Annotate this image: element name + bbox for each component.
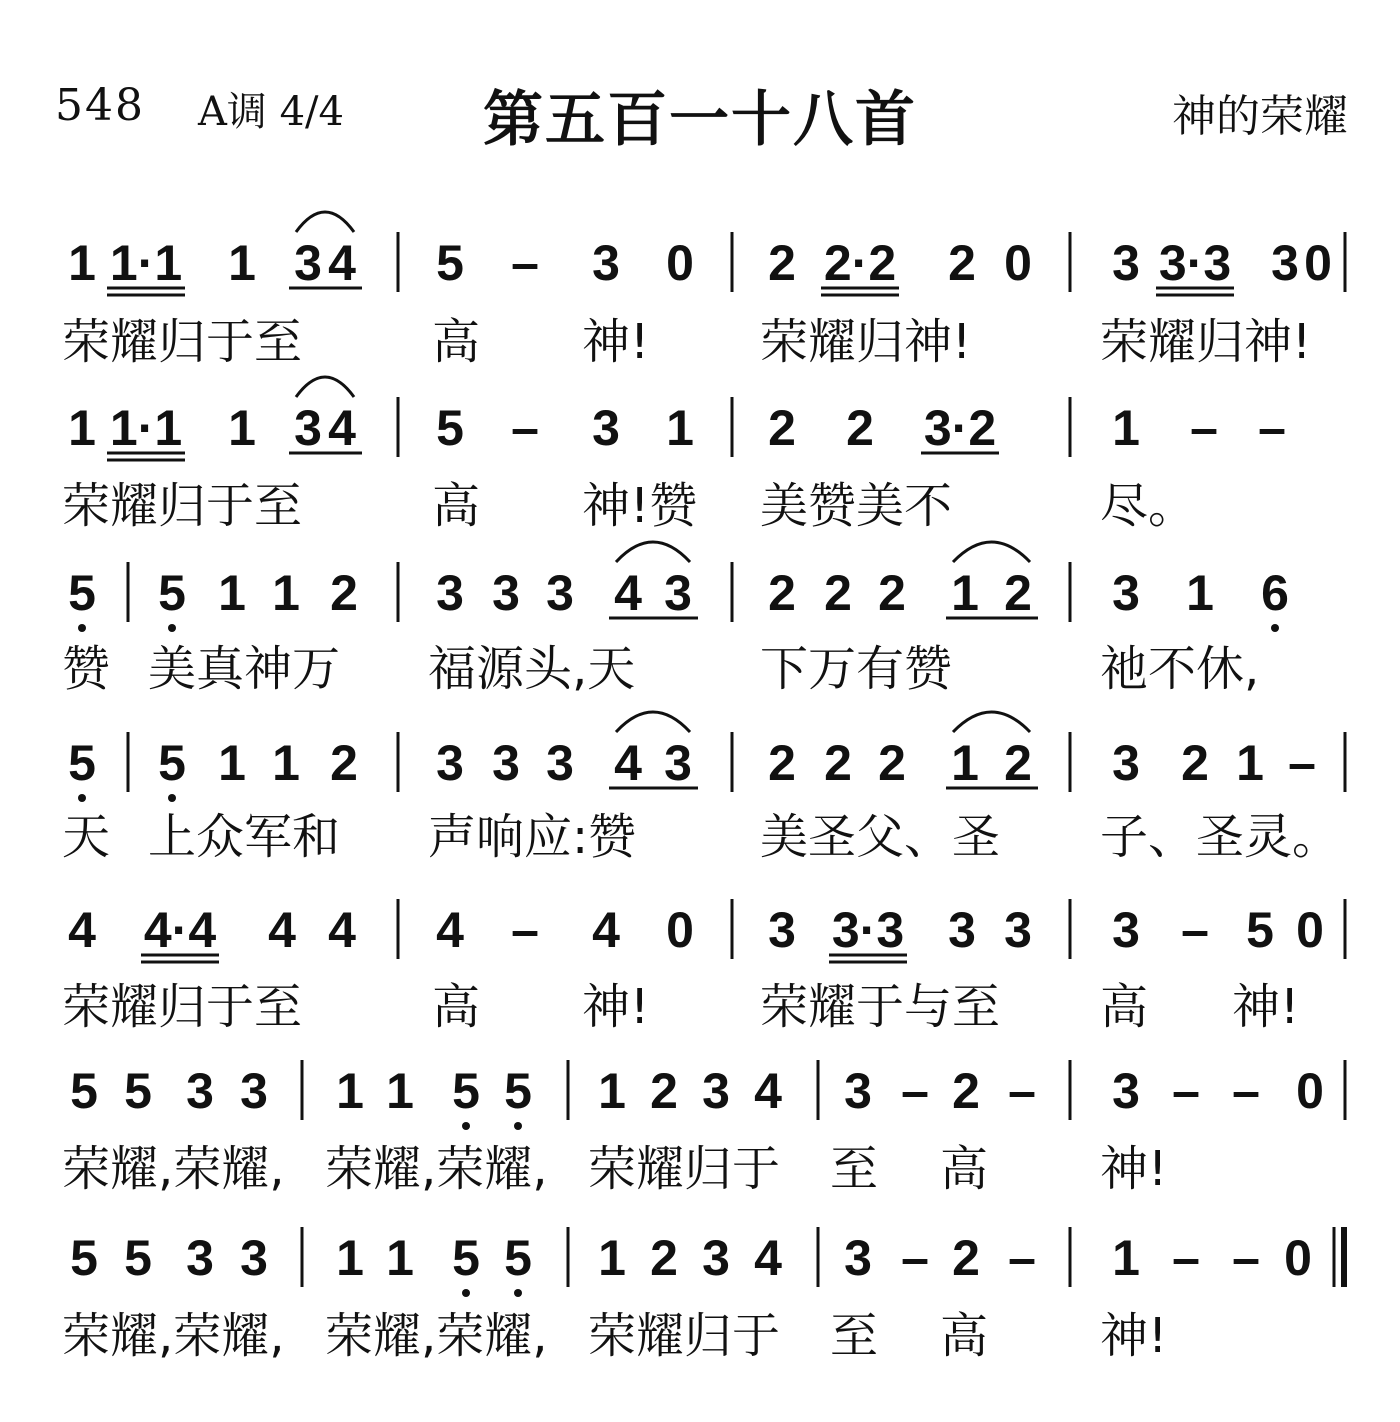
note: 3 [1112,902,1140,958]
key-time-signature: A调 4/4 [198,89,344,135]
note: 3 [1004,902,1032,958]
lyric-text: 至 [830,1308,879,1364]
note: 3 [492,565,520,621]
lyric-text: 神! [582,314,650,370]
note: – [511,400,539,456]
note: – [901,1230,929,1286]
lyric-text: 上众军和 [148,809,341,865]
lyric-text: 神!赞 [582,478,698,534]
note: 3 [702,1063,730,1119]
note: 1 [218,565,246,621]
note: 4 [268,902,296,958]
lyric-text: 高 [432,314,481,370]
note: 2 [768,735,796,791]
note: 0 [1004,235,1032,291]
note: 2 [768,400,796,456]
note: 4 [328,400,356,456]
note: 5 [452,1063,480,1119]
note: 4 [614,735,642,791]
note: 3 [844,1230,872,1286]
note: 5 [436,235,464,291]
note: 2 [824,565,852,621]
lyric-text: 荣耀归神! [760,314,972,370]
note: 0 [666,902,694,958]
note: 5 [124,1230,152,1286]
note: 1 [598,1063,626,1119]
note: – [1008,1230,1036,1286]
note: 0 [1296,1063,1324,1119]
note: 1 [68,235,96,291]
page-title: 第五百一十八首 [483,85,917,155]
slur-arc [296,212,354,232]
lyric-text: 荣耀于与至 [760,979,1001,1035]
note: 4 [68,902,96,958]
note: 1 [386,1230,414,1286]
note: – [511,235,539,291]
note: 1 [272,735,300,791]
note: 2 [1004,565,1032,621]
note: 5 [70,1063,98,1119]
note: – [511,902,539,958]
slur-arc [953,712,1030,732]
note: 5 [158,565,186,621]
lyric-text: 荣耀,荣耀, [62,1141,285,1197]
note: 3 [436,565,464,621]
note: 5 [1246,902,1274,958]
low-octave-dot [514,1122,522,1130]
lyric-text: 子、圣灵。 [1100,809,1341,865]
lyric-text: 美赞美不 [760,478,953,534]
note: 4 [754,1230,782,1286]
lyric-text: 荣耀,荣耀, [62,1308,285,1364]
note: 3 [240,1230,268,1286]
low-octave-dot [514,1289,522,1297]
note: 6 [1261,565,1289,621]
note: 0 [1284,1230,1312,1286]
note: 4 [754,1063,782,1119]
note: 4 [328,235,356,291]
note: 3 [294,400,322,456]
note: 0 [1304,235,1332,291]
lyric-text: 高 [940,1308,989,1364]
note: – [1172,1063,1200,1119]
note: 3 [1112,735,1140,791]
note: 3 [492,735,520,791]
note: 1 [218,735,246,791]
low-octave-dot [462,1289,470,1297]
note: 3 [1271,235,1299,291]
note: 1·1 [109,400,183,456]
lyric-text: 高 [432,979,481,1035]
lyric-text: 美圣父、圣 [760,809,1001,865]
note: 3·2 [923,400,997,456]
lyric-text: 福源头,天 [428,641,636,697]
note: 0 [1296,902,1324,958]
note: 3 [240,1063,268,1119]
note: 4 [592,902,620,958]
note: 1 [336,1230,364,1286]
note: 3 [546,735,574,791]
note: 1 [951,735,979,791]
note: 5 [124,1063,152,1119]
lyric-text: 下万有赞 [760,641,953,697]
note: 3 [592,235,620,291]
note: 2 [952,1230,980,1286]
note: 3 [664,735,692,791]
lyric-text: 荣耀归于至 [62,478,303,534]
note: – [1190,400,1218,456]
note: 3 [1112,235,1140,291]
lyric-text: 至 [830,1141,879,1197]
note: 2 [948,235,976,291]
note: 0 [666,235,694,291]
note: 1 [228,235,256,291]
low-octave-dot [168,624,176,632]
lyric-text: 神! [1232,979,1300,1035]
lyric-text: 神! [1100,1308,1168,1364]
note: 5 [504,1063,532,1119]
low-octave-dot [78,794,86,802]
note: – [1232,1063,1260,1119]
lyric-text: 荣耀,荣耀, [325,1308,548,1364]
note: – [1181,902,1209,958]
note: 3 [1112,565,1140,621]
note: 1 [1112,1230,1140,1286]
lyric-text: 荣耀,荣耀, [325,1141,548,1197]
note: 2 [650,1063,678,1119]
note: 3 [186,1063,214,1119]
note: 2 [878,565,906,621]
lyric-text: 祂不休, [1100,641,1260,697]
low-octave-dot [78,624,86,632]
note: 4 [328,902,356,958]
lyric-text: 天 [62,809,111,865]
note: 1 [336,1063,364,1119]
note: – [1258,400,1286,456]
slur-arc [616,542,690,562]
hymn-number: 548 [55,80,145,131]
note: 1 [386,1063,414,1119]
note: 3·3 [831,902,905,958]
note: – [1008,1063,1036,1119]
lyric-text: 尽。 [1100,478,1197,534]
slur-arc [296,377,354,397]
note: 3 [436,735,464,791]
low-octave-dot [1271,624,1279,632]
note: 4 [614,565,642,621]
lyric-text: 高 [1100,979,1149,1035]
note: 1 [598,1230,626,1286]
note: 3 [948,902,976,958]
note: 5 [436,400,464,456]
lyric-text: 声响应:赞 [428,809,637,865]
note: 3 [546,565,574,621]
lyric-text: 荣耀归于 [588,1141,781,1197]
note: 3 [702,1230,730,1286]
note: 1 [666,400,694,456]
note: 2 [768,235,796,291]
lyric-text: 荣耀归于至 [62,979,303,1035]
lyric-text: 赞 [62,641,111,697]
lyric-text: 神! [582,979,650,1035]
note: 2 [878,735,906,791]
low-octave-dot [462,1122,470,1130]
note: – [1232,1230,1260,1286]
lyric-text: 高 [940,1141,989,1197]
note: 5 [452,1230,480,1286]
note: 1 [1236,735,1264,791]
slur-arc [953,542,1030,562]
note: 3·3 [1158,235,1232,291]
note: 2 [952,1063,980,1119]
note: 3 [186,1230,214,1286]
note: 2 [1004,735,1032,791]
note: 5 [158,735,186,791]
note: 5 [504,1230,532,1286]
slur-arc [616,712,690,732]
note: 3 [844,1063,872,1119]
note: – [1288,735,1316,791]
note: 4 [436,902,464,958]
lyric-text: 荣耀归于 [588,1308,781,1364]
note: 1·1 [109,235,183,291]
note: 4·4 [143,902,217,958]
note: 2 [824,735,852,791]
lyric-text: 美真神万 [148,641,341,697]
note: 5 [68,565,96,621]
lyric-text: 高 [432,478,481,534]
note: 2·2 [823,235,897,291]
note: 3 [768,902,796,958]
note: 1 [272,565,300,621]
note: 1 [228,400,256,456]
note: 2 [768,565,796,621]
note: 5 [68,735,96,791]
note: 1 [951,565,979,621]
low-octave-dot [168,794,176,802]
song-name: 神的荣耀 [1172,91,1348,142]
note: 3 [294,235,322,291]
note: – [1172,1230,1200,1286]
note: – [901,1063,929,1119]
note: 2 [330,735,358,791]
note: 2 [846,400,874,456]
note: 3 [664,565,692,621]
note: 1 [68,400,96,456]
note: 1 [1112,400,1140,456]
note: 5 [70,1230,98,1286]
note: 2 [1181,735,1209,791]
lyric-text: 荣耀归于至 [62,314,303,370]
note: 2 [650,1230,678,1286]
note: 3 [1112,1063,1140,1119]
note: 2 [330,565,358,621]
lyric-text: 荣耀归神! [1100,314,1312,370]
lyric-text: 神! [1100,1141,1168,1197]
note: 3 [592,400,620,456]
note: 1 [1186,565,1214,621]
